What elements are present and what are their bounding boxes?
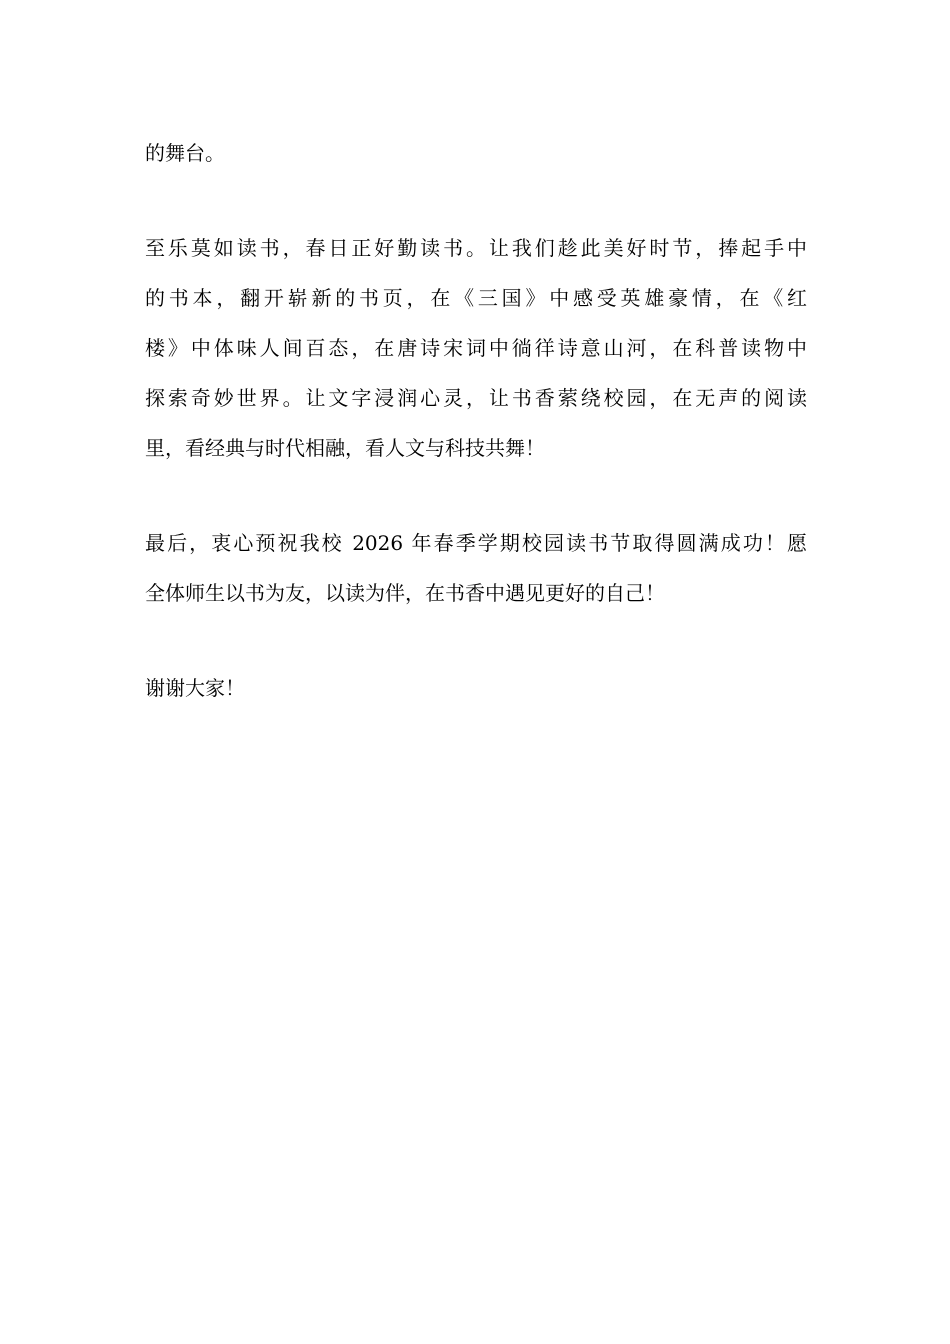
document-body bbox=[145, 128, 807, 713]
text-line: 至乐莫如读书，春日正好勤读书。让我们趁此美好时节，捧起手中 bbox=[145, 236, 807, 260]
text-line: 谢谢大家！ bbox=[145, 676, 245, 700]
text-line: 楼》中体味人间百态，在唐诗宋词中徜徉诗意山河，在科普读物中 bbox=[145, 336, 807, 360]
paragraph-spacer bbox=[145, 618, 807, 663]
paragraph-spacer bbox=[145, 473, 807, 518]
paragraph-reading-invitation bbox=[145, 223, 807, 473]
text-line: 的书本，翻开崭新的书页，在《三国》中感受英雄豪情，在《红 bbox=[145, 286, 807, 310]
text-line: 探索奇妙世界。让文字浸润心灵，让书香萦绕校园，在无声的阅读 bbox=[145, 386, 807, 410]
paragraph-thanks bbox=[145, 663, 807, 713]
paragraph-spacer bbox=[145, 178, 807, 223]
paragraph-wishes bbox=[145, 518, 807, 618]
text-line: 全体师生以书为友，以读为伴，在书香中遇见更好的自己！ bbox=[145, 581, 665, 605]
text-line: 最后，衷心预祝我校 2026 年春季学期校园读书节取得圆满成功！愿 bbox=[145, 531, 807, 555]
text-line: 的舞台。 bbox=[145, 141, 225, 165]
paragraph-closing-fragment bbox=[145, 128, 807, 178]
text-line: 里，看经典与时代相融，看人文与科技共舞！ bbox=[145, 436, 545, 460]
